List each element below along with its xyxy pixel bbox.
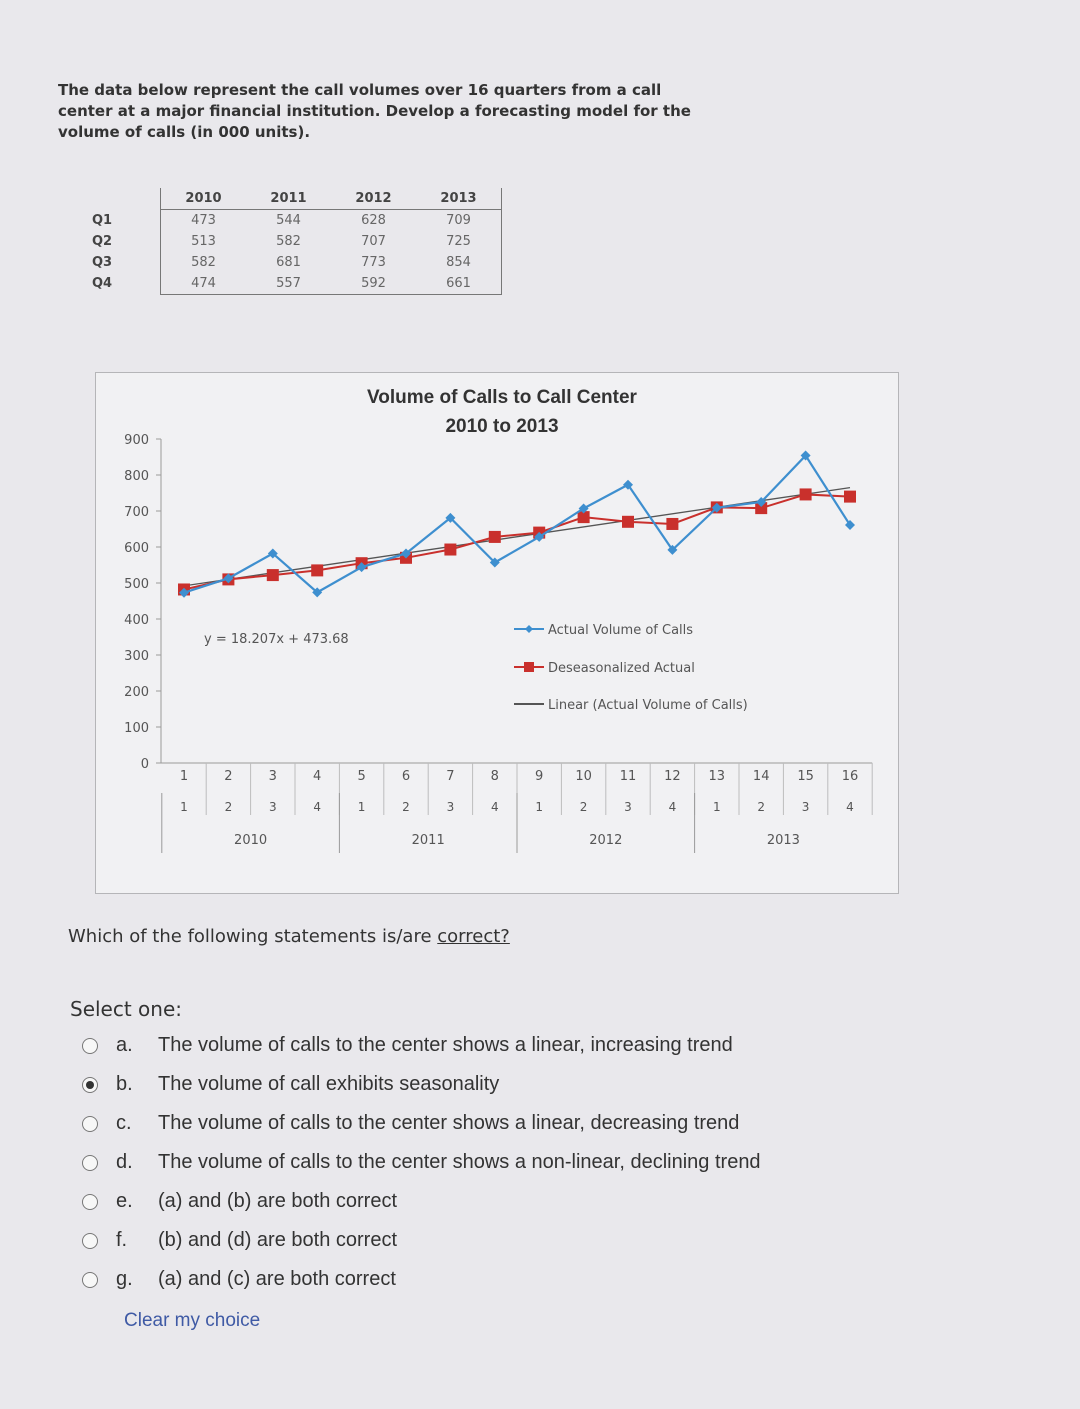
legend-label: Deseasonalized Actual [548,661,695,676]
answer-options [82,1026,982,1299]
quarter-label: 3 [446,800,455,814]
option-text: The volume of calls to the center shows a non-linear, declining trend [158,1151,761,1173]
y-tick-label: 900 [124,433,149,448]
table-cell: 592 [331,273,416,295]
deseasonalized-point [800,488,812,500]
option-text: The volume of calls to the center shows a linear, decreasing trend [158,1112,740,1134]
deseasonalized-point [267,569,279,581]
quarter-label: 2 [579,800,588,814]
option-f[interactable] [82,1221,982,1260]
option-letter: c. [116,1112,132,1134]
legend-marker [525,625,533,633]
x-tick-label: 11 [619,769,637,784]
intro-text: The data below represent the call volumes over 16 quarters from a call center at a major financial institution. Develop a forecasting model for the volume of calls (in 000 units). [58,81,691,141]
trendline-equation: y = 18.207x + 473.68 [204,632,349,647]
x-tick-label: 8 [490,769,499,784]
x-tick-label: 5 [357,769,366,784]
table-cell: 709 [416,210,502,232]
option-d[interactable] [82,1143,982,1182]
y-tick-label: 400 [124,613,149,628]
question-prefix: Which of the following statements is/are [68,926,438,947]
table-cell: 473 [161,210,247,232]
table-cell: 661 [416,273,502,295]
table-row [80,252,502,273]
legend-label: Linear (Actual Volume of Calls) [548,698,748,713]
x-tick-label: 6 [401,769,411,784]
quarter-label: 4 [490,800,499,814]
deseasonalized-series-line [184,494,850,589]
table-cell: 773 [361,255,386,270]
chart-canvas [96,373,898,893]
table-cell: 544 [276,213,301,228]
y-tick-label: 100 [124,721,149,736]
y-tick-label: 200 [124,685,149,700]
quarter-label: 1 [357,800,366,814]
option-text: (b) and (d) are both correct [158,1229,397,1251]
x-tick-label: 14 [752,769,770,784]
table-cell: 707 [361,234,386,249]
option-text: The volume of calls to the center shows a linear, increasing trend [158,1034,733,1056]
option-c[interactable] [82,1104,982,1143]
radio-button[interactable] [82,1038,98,1054]
quarter-label: 3 [801,800,810,814]
quarter-label: 4 [846,800,854,814]
year-label: 2012 [589,833,623,848]
actual-series-line [184,456,850,593]
quarter-label: 1 [535,800,544,814]
option-a[interactable] [82,1026,982,1065]
option-letter: g. [116,1268,133,1290]
radio-button[interactable] [82,1233,98,1249]
x-tick-label: 15 [797,769,814,784]
radio-button-selected[interactable] [82,1077,98,1093]
clear-choice-link[interactable]: Clear my choice [124,1310,261,1331]
radio-button[interactable] [82,1272,98,1288]
y-tick-label: 0 [140,757,149,772]
option-g[interactable] [82,1260,982,1299]
question-emphasis: correct? [437,926,510,947]
y-tick-label: 500 [124,577,149,592]
table-row [80,210,502,232]
y-tick-label: 700 [124,505,149,520]
quarter-label: Q4 [92,276,113,292]
option-text: (a) and (b) are both correct [158,1190,397,1212]
quarter-label: 2 [757,800,766,814]
deseasonalized-point [489,531,501,543]
table-cell: 582 [276,234,301,249]
y-tick-label: 800 [124,469,149,484]
quarter-label: Q3 [92,255,113,270]
x-tick-label: 12 [664,769,681,784]
table-cell: 582 [161,252,247,273]
table-cell: 854 [416,252,502,273]
deseasonalized-point [622,516,634,528]
table-cell: 681 [276,255,301,270]
x-tick-label: 4 [313,769,322,784]
x-tick-label: 2 [224,769,233,784]
quarter-label: 1 [712,800,721,814]
x-tick-label: 3 [268,769,277,784]
option-text: (a) and (c) are both correct [158,1268,396,1290]
deseasonalized-point [666,518,678,530]
quarter-label: 1 [180,800,188,814]
option-letter: e. [116,1190,133,1212]
deseasonalized-point [444,544,456,556]
y-tick-label: 600 [124,541,149,556]
option-b[interactable] [82,1065,982,1104]
option-letter: b. [116,1073,133,1095]
year-label: 2011 [411,833,445,848]
x-tick-label: 1 [179,769,189,784]
quarter-label: 2 [224,800,233,814]
table-cell: 628 [361,213,386,228]
quarter-label: 4 [313,800,322,814]
x-tick-label: 9 [535,769,544,784]
table-cell: 725 [416,231,502,252]
year-header: 2010 [161,188,247,210]
year-header: 2012 [331,188,416,210]
quarter-label: 2 [402,800,410,814]
legend-label: Actual Volume of Calls [548,623,694,638]
option-letter: a. [116,1034,133,1056]
question-text [68,926,510,947]
year-header: 2013 [416,188,502,210]
radio-button[interactable] [82,1155,98,1171]
deseasonalized-point [311,564,323,576]
radio-button[interactable] [82,1194,98,1210]
table-row [80,273,502,295]
quarter-label: 4 [668,800,677,814]
quarter-label: 3 [268,800,277,814]
option-letter: f. [116,1229,128,1251]
radio-button[interactable] [82,1116,98,1132]
year-header: 2011 [246,188,331,210]
x-tick-label: 16 [841,769,859,784]
x-tick-label: 13 [708,769,726,784]
call-volume-chart [95,372,899,894]
chart-title: Volume of Calls to Call Center [367,387,637,408]
call-volume-table [80,188,502,295]
table-row [80,231,502,252]
year-label: 2013 [766,833,800,848]
table-cell: 557 [246,273,331,295]
quarter-label: Q1 [92,212,113,228]
legend-marker [524,662,534,672]
y-tick-label: 300 [124,649,149,664]
select-one-label: Select one: [70,997,183,1021]
option-e[interactable] [82,1182,982,1221]
chart-subtitle: 2010 to 2013 [445,416,559,437]
option-letter: d. [116,1151,133,1173]
table-cell: 474 [161,273,247,295]
year-label: 2010 [234,833,268,848]
x-tick-label: 10 [575,769,592,784]
table-cell: 513 [161,231,247,252]
quarter-label: 3 [624,800,632,814]
deseasonalized-point [844,491,856,503]
option-text: The volume of call exhibits seasonality [158,1073,500,1095]
quarter-label: Q2 [92,234,113,249]
x-tick-label: 7 [446,769,455,784]
